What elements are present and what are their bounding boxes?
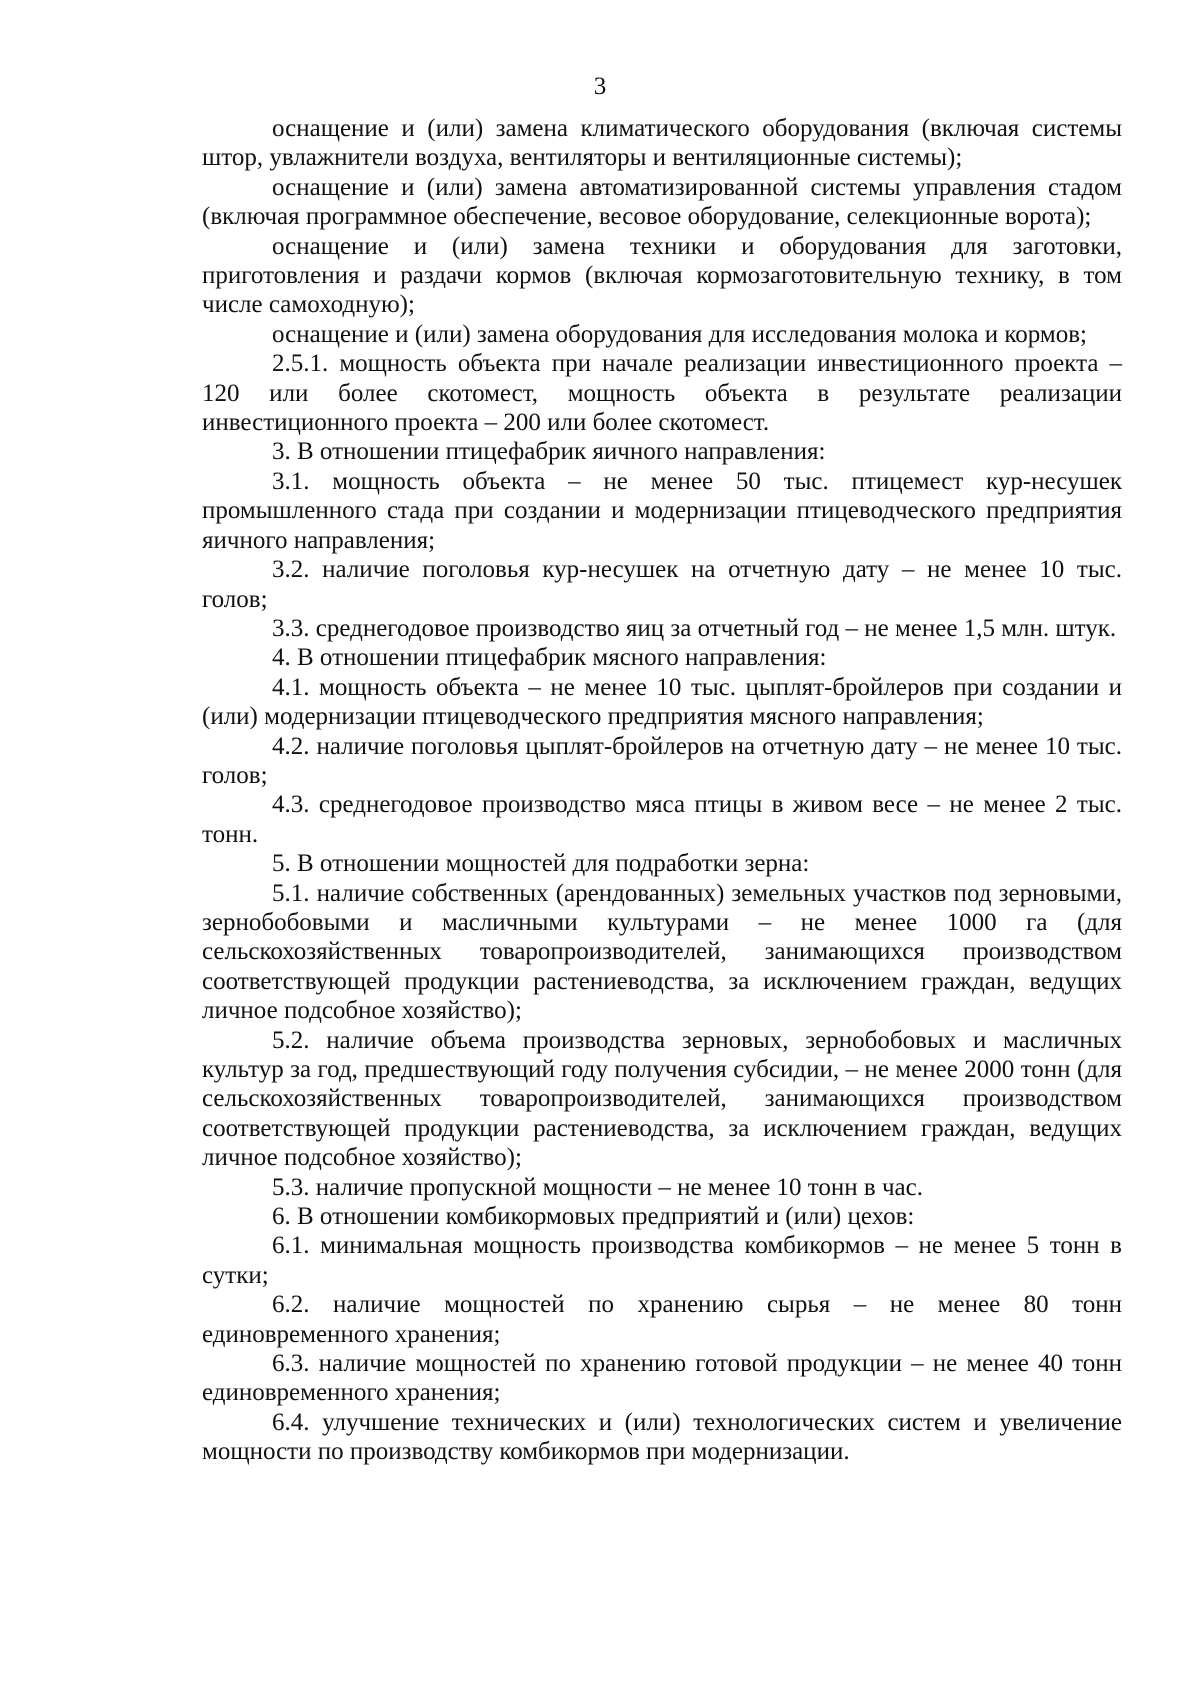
section-heading: 5. В отношении мощностей для подработки зерна: [272, 850, 810, 878]
paragraph: 6.2. наличие мощностей по хранению сырья – не менее 80 тонн единовременного хранения; [202, 1291, 1122, 1348]
document-body [202, 114, 1122, 1467]
section-heading: 4. В отношении птицефабрик мясного направления: [272, 644, 827, 672]
paragraph: 6.4. улучшение технических и (или) технологических систем и увеличение мощности по производству комбикормов при модернизации. [202, 1408, 1122, 1466]
paragraph: оснащение и (или) замена техники и оборудования для заготовки, приготовления и раздачи кормов (включая кормозаготовительную технику, в том числе самоходную); [202, 232, 1122, 319]
paragraph: 4.1. мощность объекта – не менее 10 тыс. цыплят-бройлеров при создании и (или) модернизации птицеводческого предприятия мясного направления; [202, 673, 1122, 731]
paragraph: 5.1. наличие собственных (арендованных) земельных участков под зерновыми, зернобобовыми и масличными культурами – не менее 1000 га (для сельскохозяйственных товаропроизводителей, занимающихся производством соответствующей продукции растениеводства, за исключением граждан, ведущих личное подсобное хозяйство); [202, 879, 1122, 1025]
paragraph: 4.3. среднегодовое производство мяса птицы в живом весе – не менее 2 тыс. тонн. [202, 791, 1122, 848]
paragraph: оснащение и (или) замена климатического оборудования (включая системы штор, увлажнители воздуха, вентиляторы и вентиляционные системы); [202, 115, 1122, 172]
paragraph: 3.3. среднегодовое производство яиц за отчетный год – не менее 1,5 млн. штук. [272, 614, 1117, 642]
paragraph: 6.1. минимальная мощность производства комбикормов – не менее 5 тонн в сутки; [202, 1232, 1122, 1289]
paragraph: 4.2. наличие поголовья цыплят-бройлеров на отчетную дату – не менее 10 тыс. голов; [202, 732, 1122, 789]
paragraph: 5.2. наличие объема производства зерновых, зернобобовых и масличных культур за год, предшествующий году получения субсидии, – не менее 2000 тонн (для сельскохозяйственных товаропроизводителей, занимающихся производством соответствующей продукции растениеводства, за исключением граждан, ведущих личное подсобное хозяйство); [202, 1026, 1122, 1172]
page-number: 3 [593, 73, 607, 100]
paragraph: оснащение и (или) замена оборудования для исследования молока и кормов; [272, 320, 1087, 348]
paragraph: 6.3. наличие мощностей по хранению готовой продукции – не менее 40 тонн единовременного хранения; [202, 1350, 1122, 1407]
paragraph: 5.3. наличие пропускной мощности – не менее 10 тонн в час. [272, 1173, 923, 1201]
section-heading: 3. В отношении птицефабрик яичного направления: [272, 438, 826, 466]
paragraph: 3.1. мощность объекта – не менее 50 тыс. птицемест кур-несушек промышленного стада при создании и модернизации птицеводческого предприятия яичного направления; [202, 467, 1122, 554]
paragraph: 3.2. наличие поголовья кур-несушек на отчетную дату – не менее 10 тыс. голов; [202, 556, 1122, 613]
section-heading: 6. В отношении комбикормовых предприятий и (или) цехов: [272, 1203, 915, 1231]
paragraph: оснащение и (или) замена автоматизированной системы управления стадом (включая программное обеспечение, весовое оборудование, селекционные ворота); [202, 173, 1122, 231]
paragraph: 2.5.1. мощность объекта при начале реализации инвестиционного проекта – 120 или более скотомест, мощность объекта в результате реализации инвестиционного проекта – 200 или более скотомест. [202, 350, 1122, 437]
